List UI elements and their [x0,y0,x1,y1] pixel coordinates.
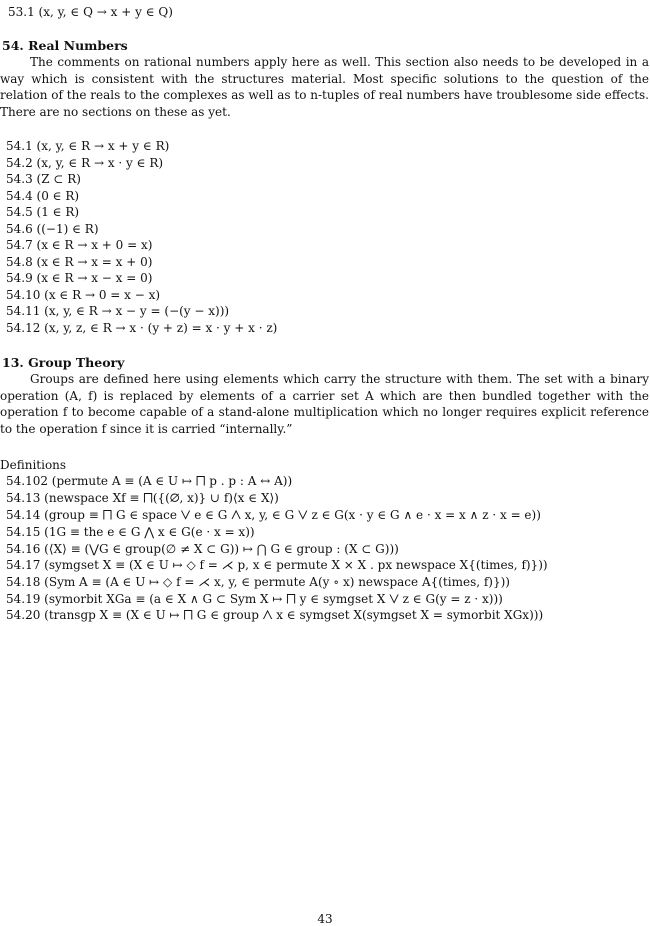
definition-item: 54.14 (group ≡ ⨅ G ∈ space ⋁ e ∈ G ⋀ x, y, ∈ G ⋁ z ∈ G(x · y ∈ G ∧ e · x = x ∧ z · x = e)) [6,508,541,522]
section-heading-real-numbers: 54. Real Numbers [2,38,128,53]
section-heading-group-theory: 13. Group Theory [2,355,125,370]
list-item: 54.3 (Z ⊂ R) [6,172,81,186]
list-item: 54.6 ((−1) ∈ R) [6,221,99,236]
section-paragraph-real-numbers: The comments on rational numbers apply here as well. This section also needs to be developed in a way which is consistent with the structures material. Most specific solutions to the question of the relation of the reals to the complexes as well as to n-tuples of real numbers have troublesome side effects. There are no sections on these as yet. [0,55,649,119]
definition-item: 54.16 (⟨X⟩ ≡ (⋁G ∈ group(∅ ≠ X ⊂ G)) ↦ ⋂ G ∈ group : (X ⊂ G))) [6,542,399,556]
list-item: 54.1 (x, y, ∈ R → x + y ∈ R) [6,139,170,153]
list-item: 54.2 (x, y, ∈ R → x · y ∈ R) [6,155,164,170]
definition-item: 54.18 (Sym A ≡ (A ∈ U ↦ ◇ f = ⋌ x, y, ∈ permute A(y ∘ x) newspace A{(times, f)})) [6,575,510,589]
list-item: 54.7 (x ∈ R → x + 0 = x) [6,238,153,252]
definition-item: 54.15 (1G ≡ the e ∈ G ⋀ x ∈ G(e · x = x)) [6,525,255,539]
page-number: 43 [317,912,333,926]
list-item: 54.8 (x ∈ R → x = x + 0) [6,254,153,269]
list-item: 54.11 (x, y, ∈ R → x − y = (−(y − x))) [6,304,230,318]
list-item: 54.10 (x ∈ R → 0 = x − x) [6,287,161,302]
list-item: 54.4 (0 ∈ R) [6,188,80,203]
definition-item: 54.19 (symorbit XGa ≡ (a ∈ X ∧ G ⊂ Sym X ↦ ⨅ y ∈ symgset X ⋁ z ∈ G(y = z · x))) [6,592,503,606]
definition-item: 54.17 (symgset X ≡ (X ∈ U ↦ ◇ f = ⋌ p, x ∈ permute X × X . px newspace X{(times, f)})) [6,558,548,572]
item-53-1: 53.1 (x, y, ∈ Q → x + y ∈ Q) [8,5,173,19]
definitions-label: Definitions [0,458,67,472]
list-item: 54.12 (x, y, z, ∈ R → x · (y + z) = x · y + x · z) [6,320,278,335]
list-item: 54.9 (x ∈ R → x − x = 0) [6,271,153,285]
definition-item: 54.20 (transgp X ≡ (X ∈ U ↦ ⨅ G ∈ group ⋀ x ∈ symgset X(symgset X = symorbit XGx))) [6,608,544,622]
definition-item: 54.102 (permute A ≡ (A ∈ U ↦ ⨅ p . p : A ↔ A)) [6,474,293,488]
list-item: 54.5 (1 ∈ R) [6,205,80,219]
section-paragraph-group-theory: Groups are defined here using elements which carry the structure with them. The set with a binary operation (A, f) is replaced by elements of a carrier set A which are then bundled together with the operation f to become capable of a stand-alone multiplication which no longer requires explicit reference to the operation f since it is carried “internally.” [0,372,649,436]
definition-item: 54.13 (newspace Xf ≡ ⨅({(∅, x)} ∪ f)⟨x ∈ X⟩) [6,491,279,505]
